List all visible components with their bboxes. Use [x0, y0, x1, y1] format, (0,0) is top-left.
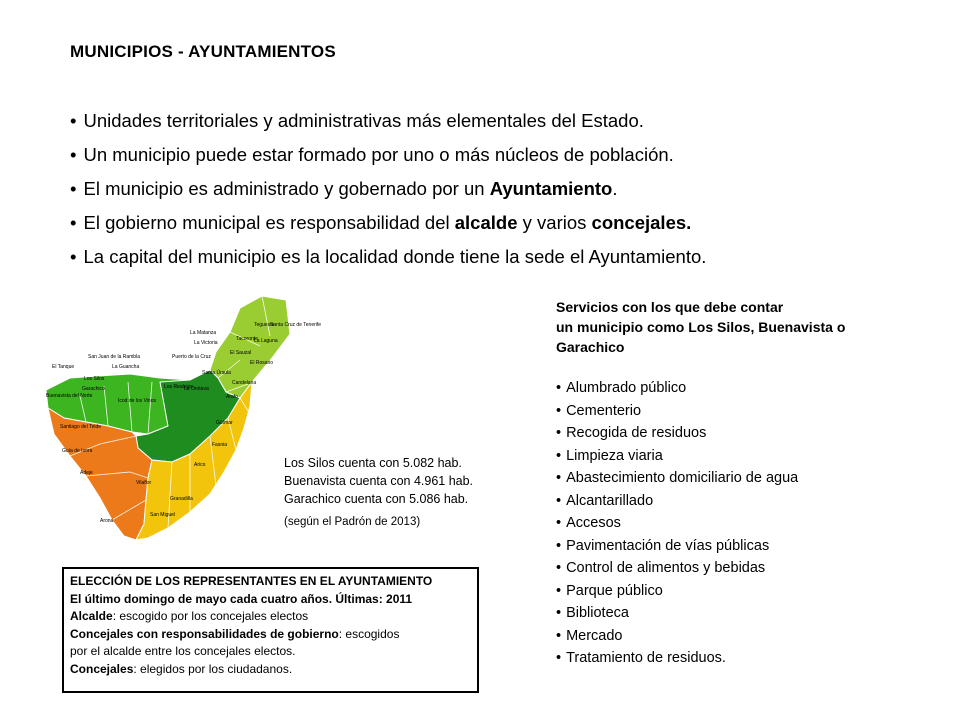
- map-label: Los Silos: [84, 376, 105, 382]
- map-label: San Miguel: [150, 512, 176, 518]
- map-label: Granadilla: [170, 496, 193, 502]
- election-box: [62, 567, 479, 693]
- map-label: El Tanque: [52, 364, 75, 370]
- map-label: Santa Cruz de Tenerife: [270, 322, 322, 328]
- service-item: • Alcantarillado: [556, 490, 936, 513]
- map-label: La Guancha: [112, 364, 140, 370]
- service-item: • Tratamiento de residuos.: [556, 647, 936, 670]
- services-heading: Servicios con los que debe contar un municipio como Los Silos, Buenavista o Garachico: [556, 299, 846, 355]
- map-label: Guía de Isora: [62, 448, 93, 454]
- service-item: • Pavimentación de vías públicas: [556, 535, 936, 558]
- bullet-item: • Unidades territoriales y administrativas más elementales del Estado.: [70, 104, 930, 138]
- map-label: La Matanza: [190, 330, 217, 336]
- bullet-item: • El gobierno municipal es responsabilidad del alcalde y varios concejales.: [70, 206, 930, 240]
- map-label: Candelaria: [232, 380, 257, 386]
- population-line: Garachico cuenta con 5.086 hab.: [284, 492, 469, 506]
- service-item: • Recogida de residuos: [556, 422, 936, 445]
- map-label: La Laguna: [254, 338, 278, 344]
- election-date: El último domingo de mayo cada cuatro años. Últimas: 2011: [70, 591, 413, 606]
- map-label: Puerto de la Cruz: [172, 354, 211, 360]
- map-label: Tegueste: [254, 322, 275, 328]
- map-label: El Rosario: [250, 360, 274, 366]
- map-label: El Sauzal: [230, 350, 252, 356]
- population-info: [284, 454, 473, 531]
- services-panel: [556, 297, 936, 670]
- map-label: La Orotava: [184, 386, 209, 392]
- map-label: San Juan de la Rambla: [88, 354, 140, 360]
- bullet-item: • El municipio es administrado y gobernado por un Ayuntamiento.: [70, 172, 930, 206]
- population-note: (según el Padrón de 2013): [284, 516, 421, 528]
- map-label: Arafo: [226, 394, 238, 400]
- map-label: Santiago del Teide: [60, 424, 102, 430]
- map-label: Garachico: [82, 386, 105, 392]
- map-label: Tacoronte: [236, 336, 258, 342]
- bullet-item: • Un municipio puede estar formado por uno o más núcleos de población.: [70, 138, 930, 172]
- service-item: • Alumbrado público: [556, 377, 936, 400]
- map-label: Icod de los Vinos: [118, 398, 156, 404]
- map-label: Los Realejos: [164, 384, 193, 390]
- map-label: Arico: [194, 462, 206, 468]
- map-label: Santa Úrsula: [202, 370, 231, 376]
- population-line: Buenavista cuenta con 4.961 hab.: [284, 474, 474, 488]
- service-item: • Control de alimentos y bebidas: [556, 557, 936, 580]
- map-label: La Victoria: [194, 340, 218, 346]
- map-label: Vilaflor: [136, 480, 152, 486]
- map-label: Fasnia: [212, 442, 228, 448]
- election-gobierno: Concejales con responsabilidades de gobierno: escogidos: [70, 626, 400, 641]
- service-item: • Cementerio: [556, 400, 936, 423]
- population-line: Los Silos cuenta con 5.082 hab.: [284, 456, 462, 470]
- tenerife-municipalities-map: [40, 286, 322, 546]
- service-item: • Accesos: [556, 512, 936, 535]
- map-label: Güímar: [216, 420, 233, 426]
- bullet-list: [70, 104, 930, 274]
- page-title: MUNICIPIOS - AYUNTAMIENTOS: [70, 42, 336, 61]
- election-title: ELECCIÓN DE LOS REPRESENTANTES EN EL AYUNTAMIENTO: [70, 574, 433, 588]
- election-gobierno-cont: por el alcalde entre los concejales electos.: [70, 644, 296, 658]
- map-label: Buenavista del Norte: [46, 393, 93, 399]
- service-item: • Parque público: [556, 580, 936, 603]
- service-item: • Biblioteca: [556, 602, 936, 625]
- map-label: Adeje: [80, 470, 93, 476]
- map-label: Arona: [100, 518, 114, 524]
- election-concejales: Concejales: elegidos por los ciudadanos.: [70, 661, 293, 676]
- service-item: • Abastecimiento domiciliario de agua: [556, 467, 936, 490]
- bullet-item: • La capital del municipio es la localidad donde tiene la sede el Ayuntamiento.: [70, 240, 930, 274]
- service-item: • Limpieza viaria: [556, 445, 936, 468]
- service-item: • Mercado: [556, 625, 936, 648]
- election-alcalde: Alcalde: escogido por los concejales electos: [70, 609, 309, 623]
- services-list: [556, 377, 936, 670]
